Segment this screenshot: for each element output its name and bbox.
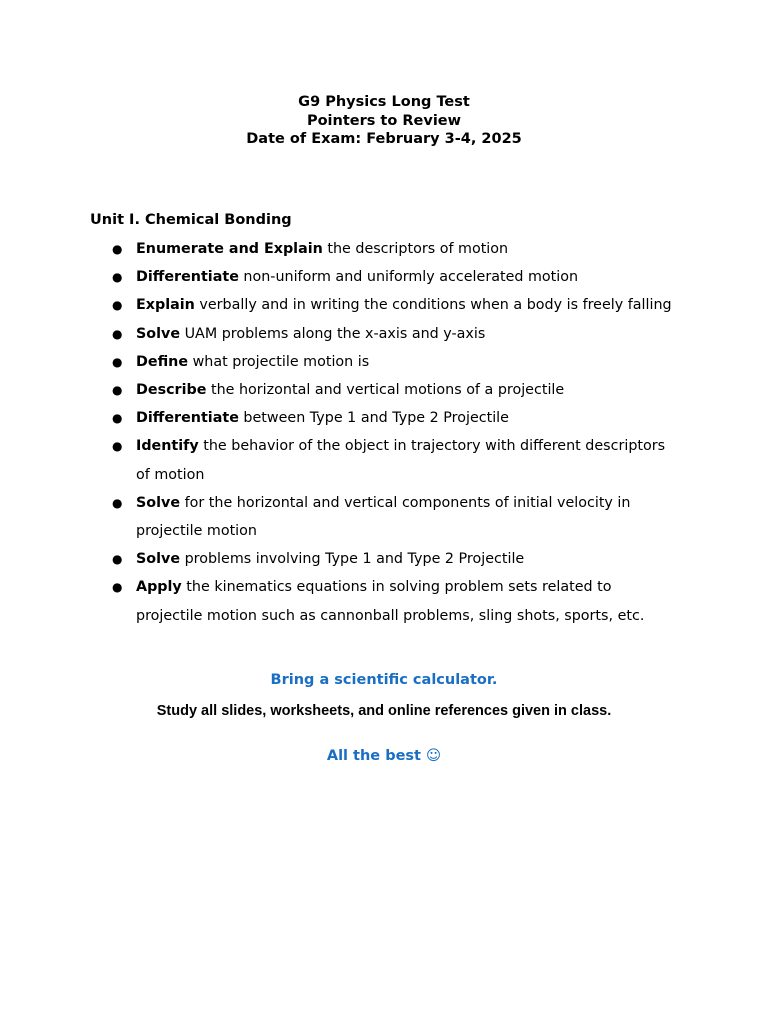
pointer-text: problems involving Type 1 and Type 2 Projectile <box>180 551 525 568</box>
pointer-text: the behavior of the object in trajectory with different descriptors of motion <box>136 438 666 483</box>
pointer-verb: Solve <box>136 325 181 342</box>
bullet-icon: ● <box>112 326 123 341</box>
pointer-verb: Explain <box>136 297 195 314</box>
pointer-verb: Apply <box>136 579 182 596</box>
bullet-icon: ● <box>112 580 123 595</box>
pointer-verb: Enumerate and Explain <box>136 241 323 257</box>
pointer-text: what projectile motion is <box>188 353 370 370</box>
list-item <box>0 348 676 376</box>
pointer-text: the horizontal and vertical motions of a projectile <box>206 382 565 399</box>
pointer-text: the descriptors of motion <box>322 241 509 257</box>
bullet-icon: ● <box>112 298 123 313</box>
bullet-icon: ● <box>112 411 123 426</box>
pointer-text: the kinematics equations in solving problem sets related to projectile motion such as cannonball problems, sling shots, sports, etc. <box>136 579 645 624</box>
pointer-list <box>0 235 768 630</box>
bullet-icon: ● <box>112 383 123 398</box>
bullet-icon: ● <box>112 439 123 454</box>
list-item <box>0 432 676 488</box>
calculator-note: Bring a scientific calculator. <box>270 672 498 688</box>
pointer-text: UAM problems along the x-axis and y-axis <box>180 325 486 342</box>
document-title: G9 Physics Long Test <box>298 94 470 110</box>
pointer-text: between Type 1 and Type 2 Projectile <box>238 410 509 427</box>
pointer-text: non-uniform and uniformly accelerated motion <box>238 269 579 286</box>
document-subtitle: Pointers to Review <box>306 112 462 129</box>
list-item <box>0 320 676 348</box>
bullet-icon: ● <box>112 552 123 567</box>
study-note: Study all slides, worksheets, and online references given in class. <box>156 703 612 719</box>
bullet-icon: ● <box>112 495 123 510</box>
pointer-verb: Solve <box>136 494 181 511</box>
exam-date: Date of Exam: February 3-4, 2025 <box>246 131 522 147</box>
list-item <box>0 489 676 545</box>
document-header <box>0 93 768 149</box>
pointer-verb: Identify <box>136 438 199 455</box>
list-item <box>0 235 676 263</box>
list-item <box>0 291 676 319</box>
bullet-icon: ● <box>112 242 123 256</box>
list-item <box>0 263 676 291</box>
pointer-verb: Solve <box>136 551 181 568</box>
unit-heading: Unit I. Chemical Bonding <box>90 212 292 228</box>
pointer-verb: Describe <box>136 382 207 399</box>
pointer-text: for the horizontal and vertical components of initial velocity in projectile motion <box>136 494 631 540</box>
pointer-verb: Differentiate <box>136 269 239 286</box>
bullet-icon: ● <box>112 354 123 369</box>
list-item <box>0 376 676 404</box>
pointer-verb: Define <box>136 353 189 370</box>
pointer-verb: Differentiate <box>136 410 239 427</box>
list-item <box>0 545 676 573</box>
list-item <box>0 404 676 432</box>
pointer-text: verbally and in writing the conditions when a body is freely falling <box>194 297 672 314</box>
list-item <box>0 573 676 629</box>
bullet-icon: ● <box>112 270 123 285</box>
closing-note: All the best ☺ <box>326 748 442 764</box>
